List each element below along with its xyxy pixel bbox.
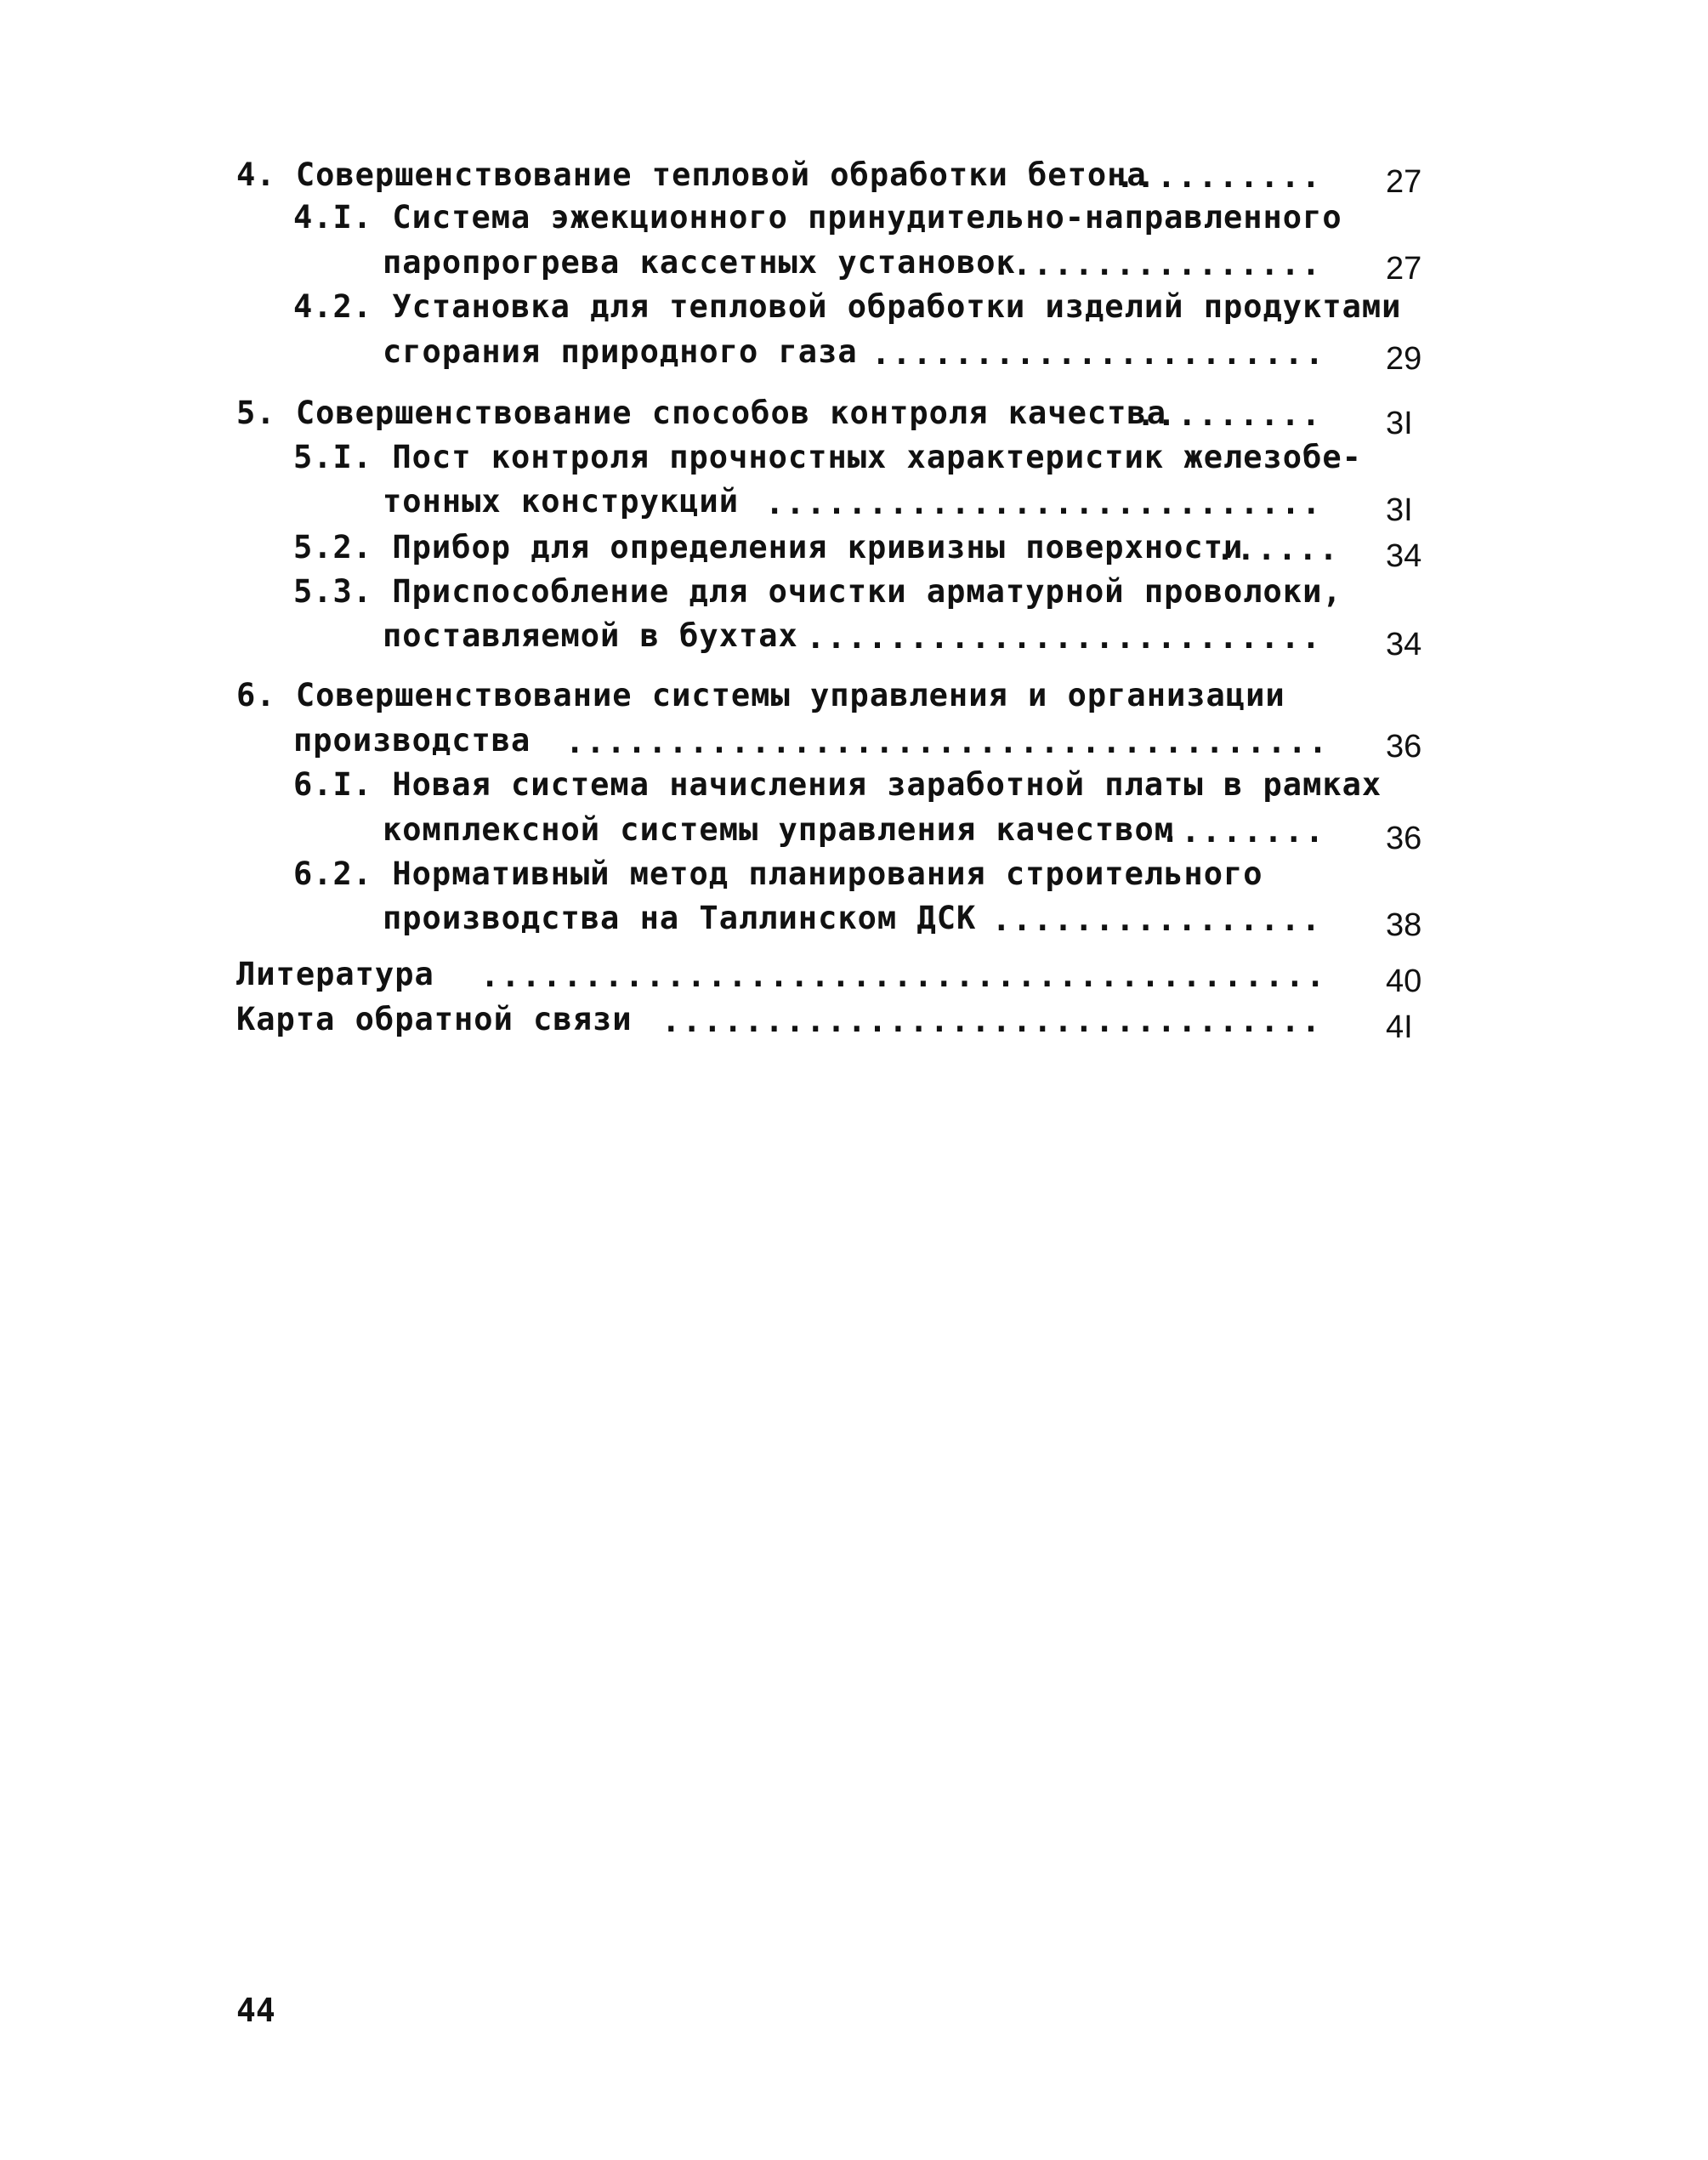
toc-leader-4-1: ................ xyxy=(991,246,1322,282)
toc-entry-4-2-line1: 4.2. Установка для тепловой обработки изделий продуктами xyxy=(293,288,1402,325)
toc-entry-6-1-line1: 6.I. Новая система начисления заработной платы в рамках xyxy=(293,766,1382,803)
toc-entry-4: 4. Совершенствование тепловой обработки бетона xyxy=(236,156,1147,193)
toc-leader-5-3: ......................... xyxy=(806,619,1322,656)
toc-leader-4: .......... xyxy=(1115,158,1322,195)
toc-page-4: 27 xyxy=(1386,164,1422,200)
toc-leader-feedback: ................................ xyxy=(661,1003,1322,1039)
toc-entry-5-2: 5.2. Прибор для определения кривизны поверхности xyxy=(293,529,1244,566)
toc-page-literature: 40 xyxy=(1386,963,1422,999)
toc-entry-6-line2: производства xyxy=(293,722,531,759)
toc-leader-6-1: ........ xyxy=(1160,813,1326,850)
toc-leader-4-2: ...................... xyxy=(871,335,1326,372)
toc-entry-5-1-line1: 5.I. Пост контроля прочностных характеристик железобе- xyxy=(293,439,1362,475)
toc-leader-6-2: ................ xyxy=(991,901,1322,938)
toc-leader-5-2: ...... xyxy=(1216,531,1340,567)
toc-page-feedback: 4I xyxy=(1386,1009,1413,1045)
toc-page-6-1: 36 xyxy=(1386,821,1422,856)
toc-entry-4-1-line1: 4.I. Система эжекционного принудительно-направленного xyxy=(293,199,1342,236)
toc-leader-5-1: ........................... xyxy=(765,485,1323,521)
toc-entry-5-1-line2: тонных конструкций xyxy=(383,483,739,520)
toc-entry-6-2-line2: производства на Таллинском ДСК xyxy=(383,900,977,936)
toc-page-5: 3I xyxy=(1386,406,1413,441)
toc-entry-4-1-line2: паропрогрева кассетных установок xyxy=(383,244,1016,281)
toc-page-6-2: 38 xyxy=(1386,907,1422,943)
toc-page-5-3: 34 xyxy=(1386,627,1422,662)
toc-page-6: 36 xyxy=(1386,729,1422,765)
toc-entry-5-3-line1: 5.3. Приспособление для очистки арматурной проволоки, xyxy=(293,573,1342,610)
toc-entry-literature: Литература xyxy=(236,956,434,992)
toc-page-4-2: 29 xyxy=(1386,341,1422,377)
toc-entry-5-3-line2: поставляемой в бухтах xyxy=(383,617,798,654)
page-number: 44 xyxy=(236,1992,275,2029)
toc-leader-5: ......... xyxy=(1136,396,1322,433)
toc-entry-4-2-line2: сгорания природного газа xyxy=(383,333,858,370)
toc-entry-6-1-line2: комплексной системы управления качеством xyxy=(383,811,1175,848)
toc-leader-6: ..................................... xyxy=(565,724,1330,760)
toc-page-5-1: 3I xyxy=(1386,492,1413,528)
toc-entry-6-line1: 6. Совершенствование системы управления и организации xyxy=(236,677,1285,713)
toc-entry-5: 5. Совершенствование способов контроля качества xyxy=(236,395,1166,431)
toc-page-4-1: 27 xyxy=(1386,251,1422,287)
toc-entry-feedback: Карта обратной связи xyxy=(236,1001,633,1037)
toc-leader-literature: ......................................... xyxy=(480,958,1327,994)
toc-page-5-2: 34 xyxy=(1386,538,1422,574)
toc-entry-6-2-line1: 6.2. Нормативный метод планирования строительного xyxy=(293,855,1263,892)
